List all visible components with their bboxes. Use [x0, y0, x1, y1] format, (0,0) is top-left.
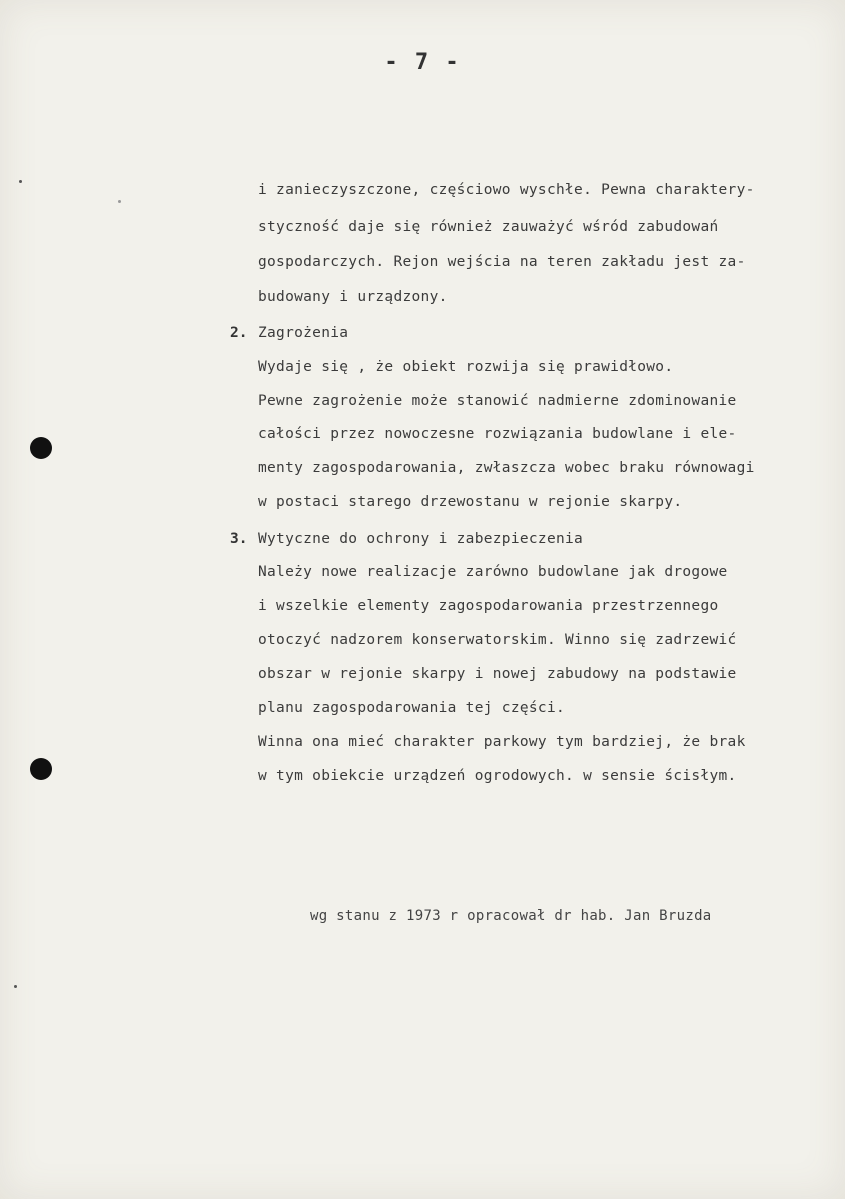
text-line: w postaci starego drzewostanu w rejonie skarpy.: [258, 494, 683, 510]
section-number: 3.: [230, 531, 248, 547]
text-line: Należy nowe realizacje zarówno budowlane jak drogowe: [258, 564, 728, 580]
text-line: i zanieczyszczone, częściowo wyschłe. Pewna charaktery-: [258, 182, 755, 198]
text-line: w tym obiekcie urządzeń ogrodowych. w sensie ścisłym.: [258, 768, 737, 784]
paper-speck: [14, 985, 17, 988]
text-line: planu zagospodarowania tej części.: [258, 700, 566, 716]
paper-speck: [118, 200, 121, 203]
punch-hole-top: [30, 437, 52, 459]
text-line: budowany i urządzony.: [258, 289, 448, 305]
text-line: styczność daje się również zauważyć wśród zabudowań: [258, 219, 719, 235]
text-line: gospodarczych. Rejon wejścia na teren zakładu jest za-: [258, 254, 746, 270]
text-line: całości przez nowoczesne rozwiązania budowlane i ele-: [258, 426, 737, 442]
text-line: Wydaje się , że obiekt rozwija się prawidłowo.: [258, 359, 674, 375]
text-line: Pewne zagrożenie może stanowić nadmierne zdominowanie: [258, 393, 737, 409]
text-line: obszar w rejonie skarpy i nowej zabudowy na podstawie: [258, 666, 737, 682]
text-line: Winna ona mieć charakter parkowy tym bardziej, że brak: [258, 734, 746, 750]
section-heading: Zagrożenia: [258, 325, 349, 341]
author-footer: wg stanu z 1973 r opracował dr hab. Jan Bruzda: [310, 908, 712, 924]
page-number: - 7 -: [384, 50, 461, 75]
paper-speck: [19, 180, 22, 183]
text-line: otoczyć nadzorem konserwatorskim. Winno się zadrzewić: [258, 632, 737, 648]
text-line: i wszelkie elementy zagospodarowania przestrzennego: [258, 598, 719, 614]
text-line: menty zagospodarowania, zwłaszcza wobec braku równowagi: [258, 460, 755, 476]
punch-hole-bottom: [30, 758, 52, 780]
section-heading: Wytyczne do ochrony i zabezpieczenia: [258, 531, 584, 547]
section-number: 2.: [230, 325, 248, 341]
